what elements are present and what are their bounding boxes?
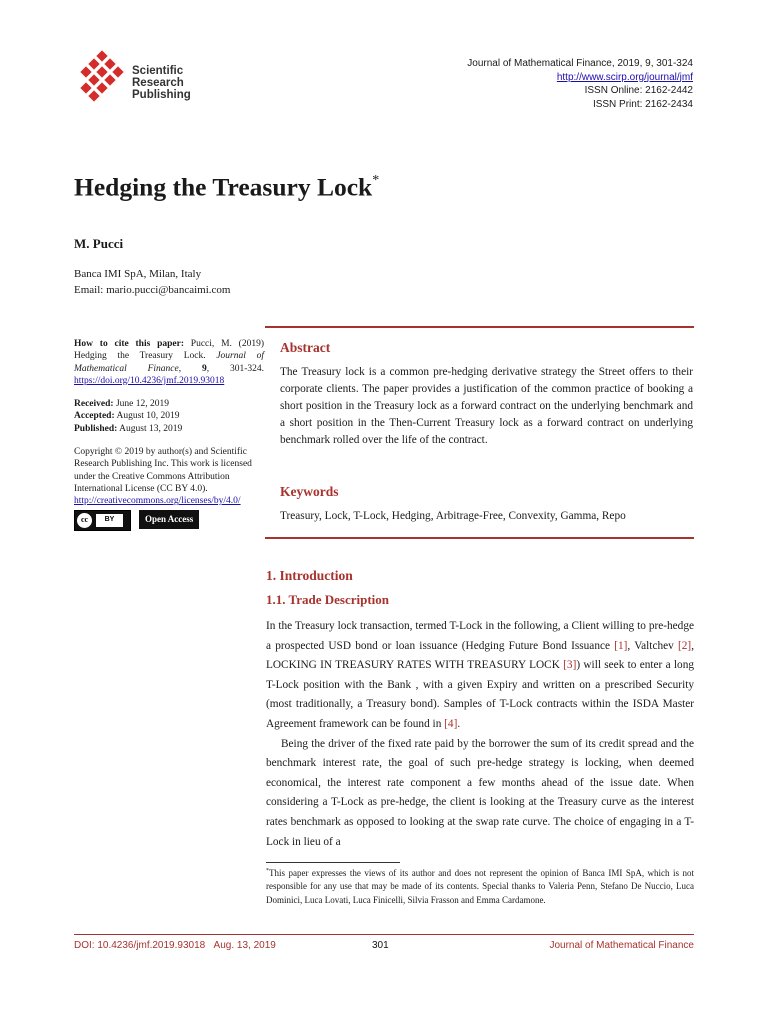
open-access-badge[interactable]: Open Access (139, 510, 199, 529)
keywords-heading: Keywords (280, 484, 339, 499)
text-run: . (457, 717, 461, 730)
accepted-date: August 10, 2019 (116, 411, 180, 422)
footnote-rule (266, 862, 400, 863)
cite-text: Pucci, M. (2019) Hedging the Treasury Lock. (74, 339, 264, 362)
copyright-text: Copyright © 2019 by author(s) and Scientific Research Publishing Inc. This work is licensed under the Creative Commons Attribution International License (CC BY 4.0). (74, 447, 252, 494)
cite-journal: Journal of Mathematical Finance (74, 351, 264, 374)
published-label: Published: (74, 423, 118, 434)
body-text (266, 617, 694, 852)
footnote-mark: * (266, 868, 269, 874)
footnote-text: This paper expresses the views of its author and does not represent the opinion of Banca IMI SpA, which is not responsible for any use that may be made of its contents. Special thanks to Valeria Penn, Stefano De Nuccio, Luca Dominici, Luca Lovati, Luca Finicelli, Silvia Frasson and Emma Cardamone. (266, 868, 694, 905)
dates-block (74, 398, 264, 435)
by-icon: BY (96, 514, 123, 527)
publisher-line: Publishing (132, 89, 191, 101)
citation-link[interactable]: [1] (614, 639, 628, 652)
abstract-text: The Treasury lock is a common pre-hedging derivative strategy the Street offers to their corporate clients. The paper provides a justification of the common practice of booking a short position in the Treasury lock as a forward contract on the underlying benchmark and a short position in the Then-Current Treasury lock as a forward contract on underlying benchmark rolled over the life of the contract. (280, 366, 693, 446)
cite-pages: , 301-324. (206, 363, 265, 374)
accepted-label: Accepted: (74, 411, 115, 422)
keywords-text: Treasury, Lock, T-Lock, Hedging, Arbitrage-Free, Convexity, Gamma, Repo (280, 510, 626, 522)
paragraph: Being the driver of the fixed rate paid by the borrower the sum of its credit spread and the benchmark interest rate, the goal of such pre-hedge strategy is locking, when deemed economical, the interest rate component a few months ahead of the issue date. When considering a T-Lock as pre-hedge, the client is looking at the Treasury curve as the interest rates benchmark as opposed to looking at the swap rate curve. The choice of engaging in a T-Lock in lieu of a (266, 737, 694, 848)
author-name: M. Pucci (74, 236, 124, 251)
citation-link[interactable]: [3] (563, 659, 577, 672)
received-date: June 12, 2019 (115, 399, 169, 410)
abstract-top-rule (265, 326, 694, 328)
cc-icon: cc (77, 513, 92, 528)
license-badges (74, 510, 264, 531)
affiliation: Banca IMI SpA, Milan, Italy (74, 268, 202, 280)
publisher-line: Scientific (132, 65, 184, 77)
paper-title (74, 168, 379, 203)
publisher-line: Research (132, 77, 184, 89)
text-run: , Valtchev (627, 639, 678, 652)
received-label: Received: (74, 399, 114, 410)
footer-date: Aug. 13, 2019 (213, 940, 276, 951)
title-footnote-mark: * (372, 173, 380, 188)
footer-doi (74, 940, 276, 951)
issn-online: ISSN Online: 2162-2442 (584, 85, 693, 96)
footnote (266, 865, 694, 907)
cc-by-badge[interactable] (74, 510, 131, 531)
publisher-name (132, 65, 191, 101)
paragraph (266, 617, 694, 735)
published-date: August 13, 2019 (119, 423, 183, 434)
copyright-block (74, 446, 264, 507)
text-run: In the Treasury lock transaction, termed T-Lock in the following, a Client willing to pre-hedge a prospected USD bond or loan issuance (Hedging Future Bond Issuance (266, 620, 694, 652)
citation-block: How to cite this paper: Pucci, M. (2019) Hedging the Treasury Lock. Journal of Mathematical Finance, 9, 301-324. https://doi.org/10.4236/jmf.2019.93018 (74, 339, 265, 386)
subsection-heading: 1.1. Trade Description (266, 592, 390, 607)
cite-label: How to cite this paper: (74, 339, 184, 349)
journal-citation: Journal of Mathematical Finance, 2019, 9, 301-324 (467, 58, 693, 69)
abstract-bottom-rule (265, 537, 694, 539)
license-link[interactable]: http://creativecommons.org/licenses/by/4.0/ (74, 496, 241, 507)
section-heading: 1. Introduction (266, 568, 353, 583)
cite-doi-link[interactable]: https://doi.org/10.4236/jmf.2019.93018 (74, 375, 225, 386)
email: Email: mario.pucci@bancaimi.com (74, 283, 231, 296)
paper-title-text: Hedging the Treasury Lock (74, 172, 373, 202)
text-run: , LOCKING IN TREASURY RATES WITH TREASURY LOCK (266, 639, 695, 672)
footer-rule (74, 934, 694, 935)
footer-doi-text: DOI: 10.4236/jmf.2019.93018 (74, 940, 206, 951)
citation-link[interactable]: [4] (444, 717, 458, 730)
page-number: 301 (372, 940, 389, 951)
issn-print: ISSN Print: 2162-2434 (592, 98, 693, 110)
scirp-logo-icon (76, 50, 130, 104)
abstract-heading: Abstract (280, 340, 331, 355)
cite-volume: 9 (201, 363, 207, 374)
journal-url-link[interactable]: http://www.scirp.org/journal/jmf (556, 71, 693, 83)
journal-header (467, 57, 693, 111)
citation-link[interactable]: [2] (678, 639, 692, 652)
footer-journal: Journal of Mathematical Finance (549, 940, 694, 951)
article-info-sidebar (74, 338, 264, 531)
author-affiliation (74, 267, 230, 298)
text-run: ) will seek to enter a long T-Lock position with the Bank , with a given Expiry and written on a prescribed Security (most traditionally, a Treasury bond). Samples of T-Lock contracts within the ISDA Master Agreement framework can be found in (266, 659, 694, 730)
